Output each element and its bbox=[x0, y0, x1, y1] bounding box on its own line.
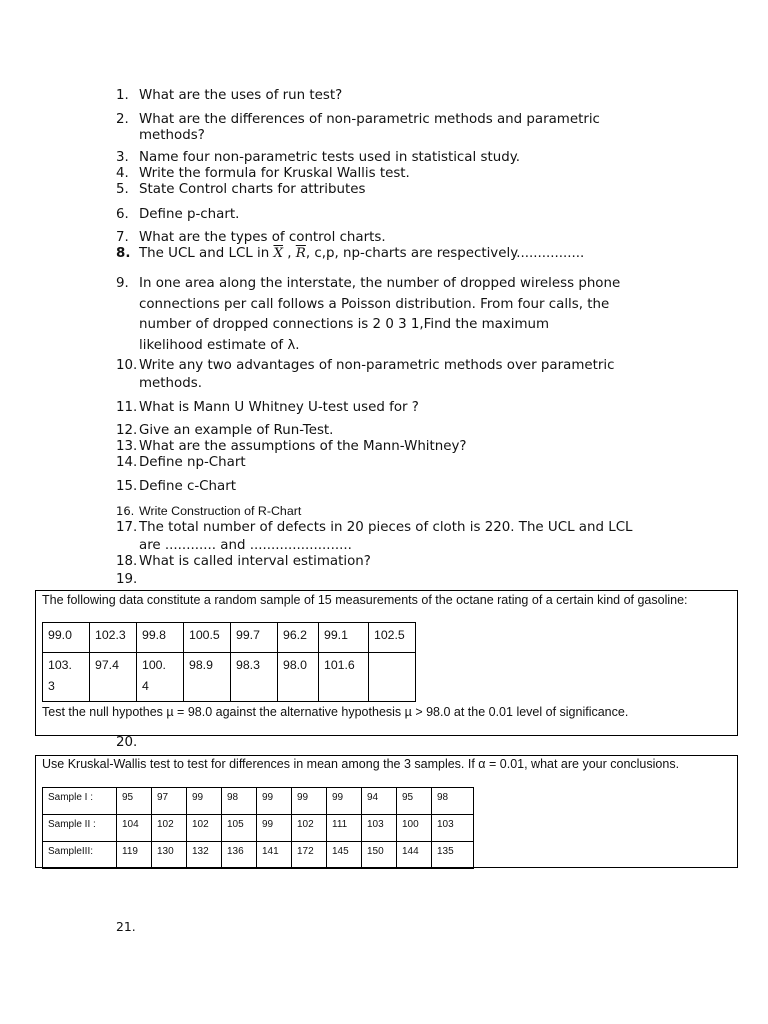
question-text-line-2: connections per call follows a Poisson distribution. From four calls, the bbox=[139, 296, 610, 312]
table-row bbox=[43, 623, 416, 653]
table-cell bbox=[184, 653, 231, 702]
sample-label: Sample I : bbox=[43, 788, 117, 815]
table-cell: 104 bbox=[117, 815, 152, 842]
cell-line: 4 bbox=[142, 679, 149, 693]
x-bar-symbol: $\overline{X}$ bbox=[273, 246, 284, 261]
table-cell: 100.5 bbox=[184, 623, 231, 653]
cell-line: 3 bbox=[48, 679, 55, 693]
cell-line: 97.4 bbox=[95, 658, 119, 672]
question-text: What are the types of control charts. bbox=[139, 230, 386, 245]
question-text-continued: methods? bbox=[139, 128, 205, 143]
table-row bbox=[43, 842, 474, 869]
question-number: 17. bbox=[116, 520, 138, 535]
table-cell: 103 bbox=[432, 815, 474, 842]
question-20-box bbox=[35, 755, 738, 868]
question-text: What is called interval estimation? bbox=[139, 554, 371, 569]
table-cell: 95 bbox=[397, 788, 432, 815]
table-cell: 99.7 bbox=[231, 623, 278, 653]
question-number: 11. bbox=[116, 400, 138, 415]
table-cell bbox=[231, 653, 278, 702]
question-number: 2. bbox=[116, 112, 129, 127]
cell-line: 98.9 bbox=[189, 658, 213, 672]
question-text-line-1: In one area along the interstate, the number of dropped wireless phone bbox=[139, 276, 621, 291]
table-cell bbox=[43, 653, 90, 702]
question-number: 9. bbox=[116, 276, 129, 291]
cell-line: 100. bbox=[142, 658, 166, 672]
cell-line: 98.0 bbox=[283, 658, 307, 672]
question-number: 7. bbox=[116, 230, 129, 245]
table-cell: 95 bbox=[117, 788, 152, 815]
cell-line: 103. bbox=[48, 658, 72, 672]
table-cell: 102.5 bbox=[369, 623, 416, 653]
question-number: 16. bbox=[116, 504, 135, 518]
question-number: 12. bbox=[116, 423, 138, 438]
table-cell bbox=[319, 653, 369, 702]
question-text: Write the formula for Kruskal Wallis test. bbox=[139, 166, 410, 181]
symbol-separator: , bbox=[283, 246, 296, 261]
question-number: 1. bbox=[116, 88, 129, 103]
question-20-intro: Use Kruskal-Wallis test to test for differences in mean among the 3 samples. If α = 0.01, what are your conclusions. bbox=[42, 757, 680, 771]
question-text: Give an example of Run-Test. bbox=[139, 423, 334, 438]
table-cell: 99.1 bbox=[319, 623, 369, 653]
question-text-continued: are ............ and ........................ bbox=[139, 537, 352, 553]
kruskal-wallis-table bbox=[42, 787, 474, 869]
table-cell bbox=[90, 653, 137, 702]
table-cell: 99.8 bbox=[137, 623, 184, 653]
table-cell: 102.3 bbox=[90, 623, 137, 653]
table-row bbox=[43, 653, 416, 702]
r-bar-symbol: $\overline{R}$ bbox=[295, 246, 306, 261]
table-cell bbox=[137, 653, 184, 702]
question-text-line-4: likelihood estimate of λ. bbox=[139, 337, 300, 353]
question-text: Write Construction of R-Chart bbox=[139, 504, 302, 518]
table-cell: 130 bbox=[152, 842, 187, 869]
question-text-line-3: number of dropped connections is 2 0 3 1,Find the maximum bbox=[139, 317, 550, 332]
table-cell: 99 bbox=[187, 788, 222, 815]
table-cell: 99 bbox=[327, 788, 362, 815]
question-text bbox=[139, 246, 584, 262]
question-number: 6. bbox=[116, 207, 129, 222]
cell-line: 98.3 bbox=[236, 658, 260, 672]
question-text: What are the differences of non-parametric methods and parametric bbox=[139, 112, 600, 127]
question-number: 3. bbox=[116, 150, 129, 165]
table-cell: 111 bbox=[327, 815, 362, 842]
question-number: 13. bbox=[116, 439, 138, 454]
question-text: What is Mann U Whitney U-test used for ? bbox=[139, 400, 419, 415]
table-cell: 119 bbox=[117, 842, 152, 869]
table-cell: 150 bbox=[362, 842, 397, 869]
question-number: 21. bbox=[116, 919, 136, 934]
table-cell: 97 bbox=[152, 788, 187, 815]
table-cell: 98 bbox=[222, 788, 257, 815]
cell-line: 101.6 bbox=[324, 658, 355, 672]
table-cell: 102 bbox=[187, 815, 222, 842]
table-cell: 172 bbox=[292, 842, 327, 869]
table-cell: 141 bbox=[257, 842, 292, 869]
question-number: 4. bbox=[116, 166, 129, 181]
table-cell: 135 bbox=[432, 842, 474, 869]
table-cell: 105 bbox=[222, 815, 257, 842]
table-cell: 99 bbox=[257, 815, 292, 842]
table-cell bbox=[278, 653, 319, 702]
table-cell: 98 bbox=[432, 788, 474, 815]
table-cell: 103 bbox=[362, 815, 397, 842]
question-text: The total number of defects in 20 pieces of cloth is 220. The UCL and LCL bbox=[139, 520, 633, 535]
table-cell: 100 bbox=[397, 815, 432, 842]
question-text: Define np-Chart bbox=[139, 455, 246, 470]
question-number: 10. bbox=[116, 358, 138, 373]
table-row bbox=[43, 788, 474, 815]
question-text: State Control charts for attributes bbox=[139, 182, 366, 197]
question-number: 14. bbox=[116, 455, 138, 470]
question-number: 15. bbox=[116, 479, 138, 494]
question-number: 19. bbox=[116, 572, 138, 587]
octane-data-table bbox=[42, 622, 416, 702]
question-number: 8. bbox=[116, 246, 131, 261]
question-text: Define c-Chart bbox=[139, 479, 236, 494]
table-cell: 102 bbox=[152, 815, 187, 842]
question-text-start: The UCL and LCL in bbox=[139, 246, 274, 261]
question-text-end: , c,p, np-charts are respectively................ bbox=[305, 246, 585, 261]
sample-label: Sample II : bbox=[43, 815, 117, 842]
table-cell: 94 bbox=[362, 788, 397, 815]
question-text: Name four non-parametric tests used in statistical study. bbox=[139, 150, 520, 165]
question-text: What are the uses of run test? bbox=[139, 88, 343, 103]
table-cell: 99.0 bbox=[43, 623, 90, 653]
table-cell: 136 bbox=[222, 842, 257, 869]
table-cell: 99 bbox=[257, 788, 292, 815]
table-cell: 99 bbox=[292, 788, 327, 815]
table-cell: 132 bbox=[187, 842, 222, 869]
question-number: 18. bbox=[116, 554, 138, 569]
table-cell bbox=[369, 653, 416, 702]
question-19-intro: The following data constitute a random sample of 15 measurements of the octane rating of a certain kind of gasoline: bbox=[42, 593, 688, 607]
table-cell: 102 bbox=[292, 815, 327, 842]
question-number: 20. bbox=[116, 735, 138, 750]
question-text: What are the assumptions of the Mann-Whitney? bbox=[139, 439, 467, 454]
question-19-box bbox=[35, 590, 738, 736]
question-text: Define p-chart. bbox=[139, 207, 240, 222]
question-number: 5. bbox=[116, 182, 129, 197]
sample-label: SampleIII: bbox=[43, 842, 117, 869]
table-row bbox=[43, 815, 474, 842]
question-text-continued: methods. bbox=[139, 376, 202, 391]
table-cell: 144 bbox=[397, 842, 432, 869]
table-cell: 145 bbox=[327, 842, 362, 869]
question-text: Write any two advantages of non-parametric methods over parametric bbox=[139, 358, 615, 373]
question-19-footer: Test the null hypothes µ = 98.0 against the alternative hypothesis µ > 98.0 at the 0.01 level of significance. bbox=[42, 705, 629, 719]
table-cell: 96.2 bbox=[278, 623, 319, 653]
